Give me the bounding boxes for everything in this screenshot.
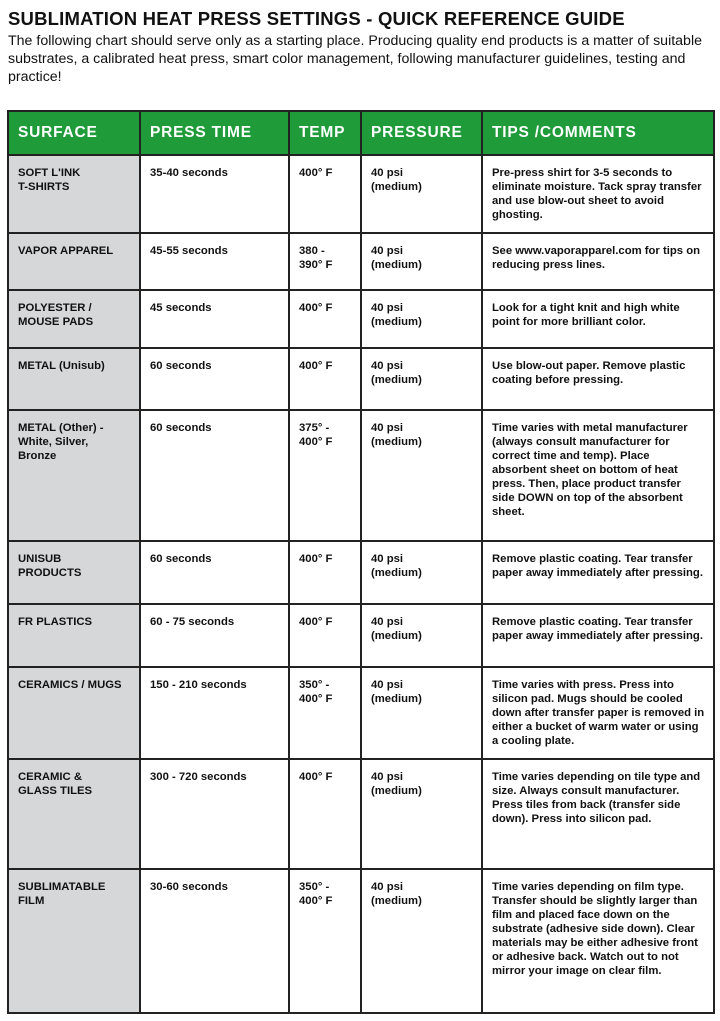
surface-cell: FR PLASTICS [8, 604, 140, 667]
header-tips: TIPS /COMMENTS [482, 111, 714, 155]
press-time-cell: 35-40 seconds [140, 155, 289, 233]
tips-cell: Pre-press shirt for 3-5 seconds to eliminate moisture. Tack spray transfer and use blow-out sheet to avoid ghosting. [482, 155, 714, 233]
surface-cell: CERAMICS / MUGS [8, 667, 140, 759]
tips-cell: See www.vaporapparel.com for tips on reducing press lines. [482, 233, 714, 290]
pressure-cell: 40 psi (medium) [361, 233, 482, 290]
press-time-cell: 30-60 seconds [140, 869, 289, 1013]
tips-cell: Use blow-out paper. Remove plastic coating before pressing. [482, 348, 714, 410]
table-row [8, 869, 714, 1013]
header-surface: SURFACE [8, 111, 140, 155]
press-time-cell: 60 - 75 seconds [140, 604, 289, 667]
pressure-cell: 40 psi (medium) [361, 759, 482, 869]
press-time-cell: 45-55 seconds [140, 233, 289, 290]
table-row [8, 410, 714, 541]
pressure-cell: 40 psi (medium) [361, 410, 482, 541]
table-row [8, 667, 714, 759]
header-press-time: PRESS TIME [140, 111, 289, 155]
temp-cell: 400° F [289, 155, 361, 233]
pressure-cell: 40 psi (medium) [361, 290, 482, 348]
table-row [8, 604, 714, 667]
tips-cell: Time varies with press. Press into silicon pad. Mugs should be cooled down after transfer paper is removed in either a bucket of warm water or using a cooling plate. [482, 667, 714, 759]
settings-table [7, 110, 715, 1014]
table-row [8, 233, 714, 290]
temp-cell: 400° F [289, 348, 361, 410]
surface-cell: SUBLIMATABLE FILM [8, 869, 140, 1013]
table-row [8, 155, 714, 233]
intro-text: The following chart should serve only as a starting place. Producing quality end products is a matter of suitable substrates, a calibrated heat press, smart color management, following manufacturer guidelines, testing and practice! [8, 33, 702, 85]
press-time-cell: 300 - 720 seconds [140, 759, 289, 869]
temp-cell: 350° - 400° F [289, 667, 361, 759]
press-time-cell: 45 seconds [140, 290, 289, 348]
surface-cell: SOFT L'INK T-SHIRTS [8, 155, 140, 233]
page-title: SUBLIMATION HEAT PRESS SETTINGS - QUICK REFERENCE GUIDE [8, 8, 625, 29]
temp-cell: 375° - 400° F [289, 410, 361, 541]
temp-cell: 380 - 390° F [289, 233, 361, 290]
header-pressure: PRESSURE [361, 111, 482, 155]
header-temp: TEMP [289, 111, 361, 155]
table-row [8, 348, 714, 410]
tips-cell: Time varies with metal manufacturer (always consult manufacturer for correct time and temp). Place absorbent sheet on bottom of heat press. Then, place product transfer side DOWN on top of the absorbent sheet. [482, 410, 714, 541]
tips-cell: Remove plastic coating. Tear transfer paper away immediately after pressing. [482, 604, 714, 667]
press-time-cell: 60 seconds [140, 541, 289, 604]
surface-cell: POLYESTER / MOUSE PADS [8, 290, 140, 348]
table-row [8, 290, 714, 348]
pressure-cell: 40 psi (medium) [361, 604, 482, 667]
temp-cell: 400° F [289, 541, 361, 604]
tips-cell: Remove plastic coating. Tear transfer paper away immediately after pressing. [482, 541, 714, 604]
tips-cell: Look for a tight knit and high white point for more brilliant color. [482, 290, 714, 348]
pressure-cell: 40 psi (medium) [361, 667, 482, 759]
pressure-cell: 40 psi (medium) [361, 155, 482, 233]
pressure-cell: 40 psi (medium) [361, 348, 482, 410]
surface-cell: VAPOR APPAREL [8, 233, 140, 290]
pressure-cell: 40 psi (medium) [361, 541, 482, 604]
surface-cell: METAL (Other) - White, Silver, Bronze [8, 410, 140, 541]
press-time-cell: 60 seconds [140, 348, 289, 410]
temp-cell: 350° - 400° F [289, 869, 361, 1013]
surface-cell: METAL (Unisub) [8, 348, 140, 410]
press-time-cell: 150 - 210 seconds [140, 667, 289, 759]
header-row [8, 111, 714, 155]
tips-cell: Time varies depending on tile type and size. Always consult manufacturer. Press tiles from back (transfer side down). Press into silicon pad. [482, 759, 714, 869]
temp-cell: 400° F [289, 290, 361, 348]
table-row [8, 759, 714, 869]
pressure-cell: 40 psi (medium) [361, 869, 482, 1013]
temp-cell: 400° F [289, 759, 361, 869]
surface-cell: UNISUB PRODUCTS [8, 541, 140, 604]
surface-cell: CERAMIC & GLASS TILES [8, 759, 140, 869]
tips-cell: Time varies depending on film type. Transfer should be slightly larger than film and placed face down on the substrate (adhesive side down). Clear materials may be either adhesive front or adhesive back. Watch out to not mirror your image on clear film. [482, 869, 714, 1013]
press-time-cell: 60 seconds [140, 410, 289, 541]
table-row [8, 541, 714, 604]
temp-cell: 400° F [289, 604, 361, 667]
